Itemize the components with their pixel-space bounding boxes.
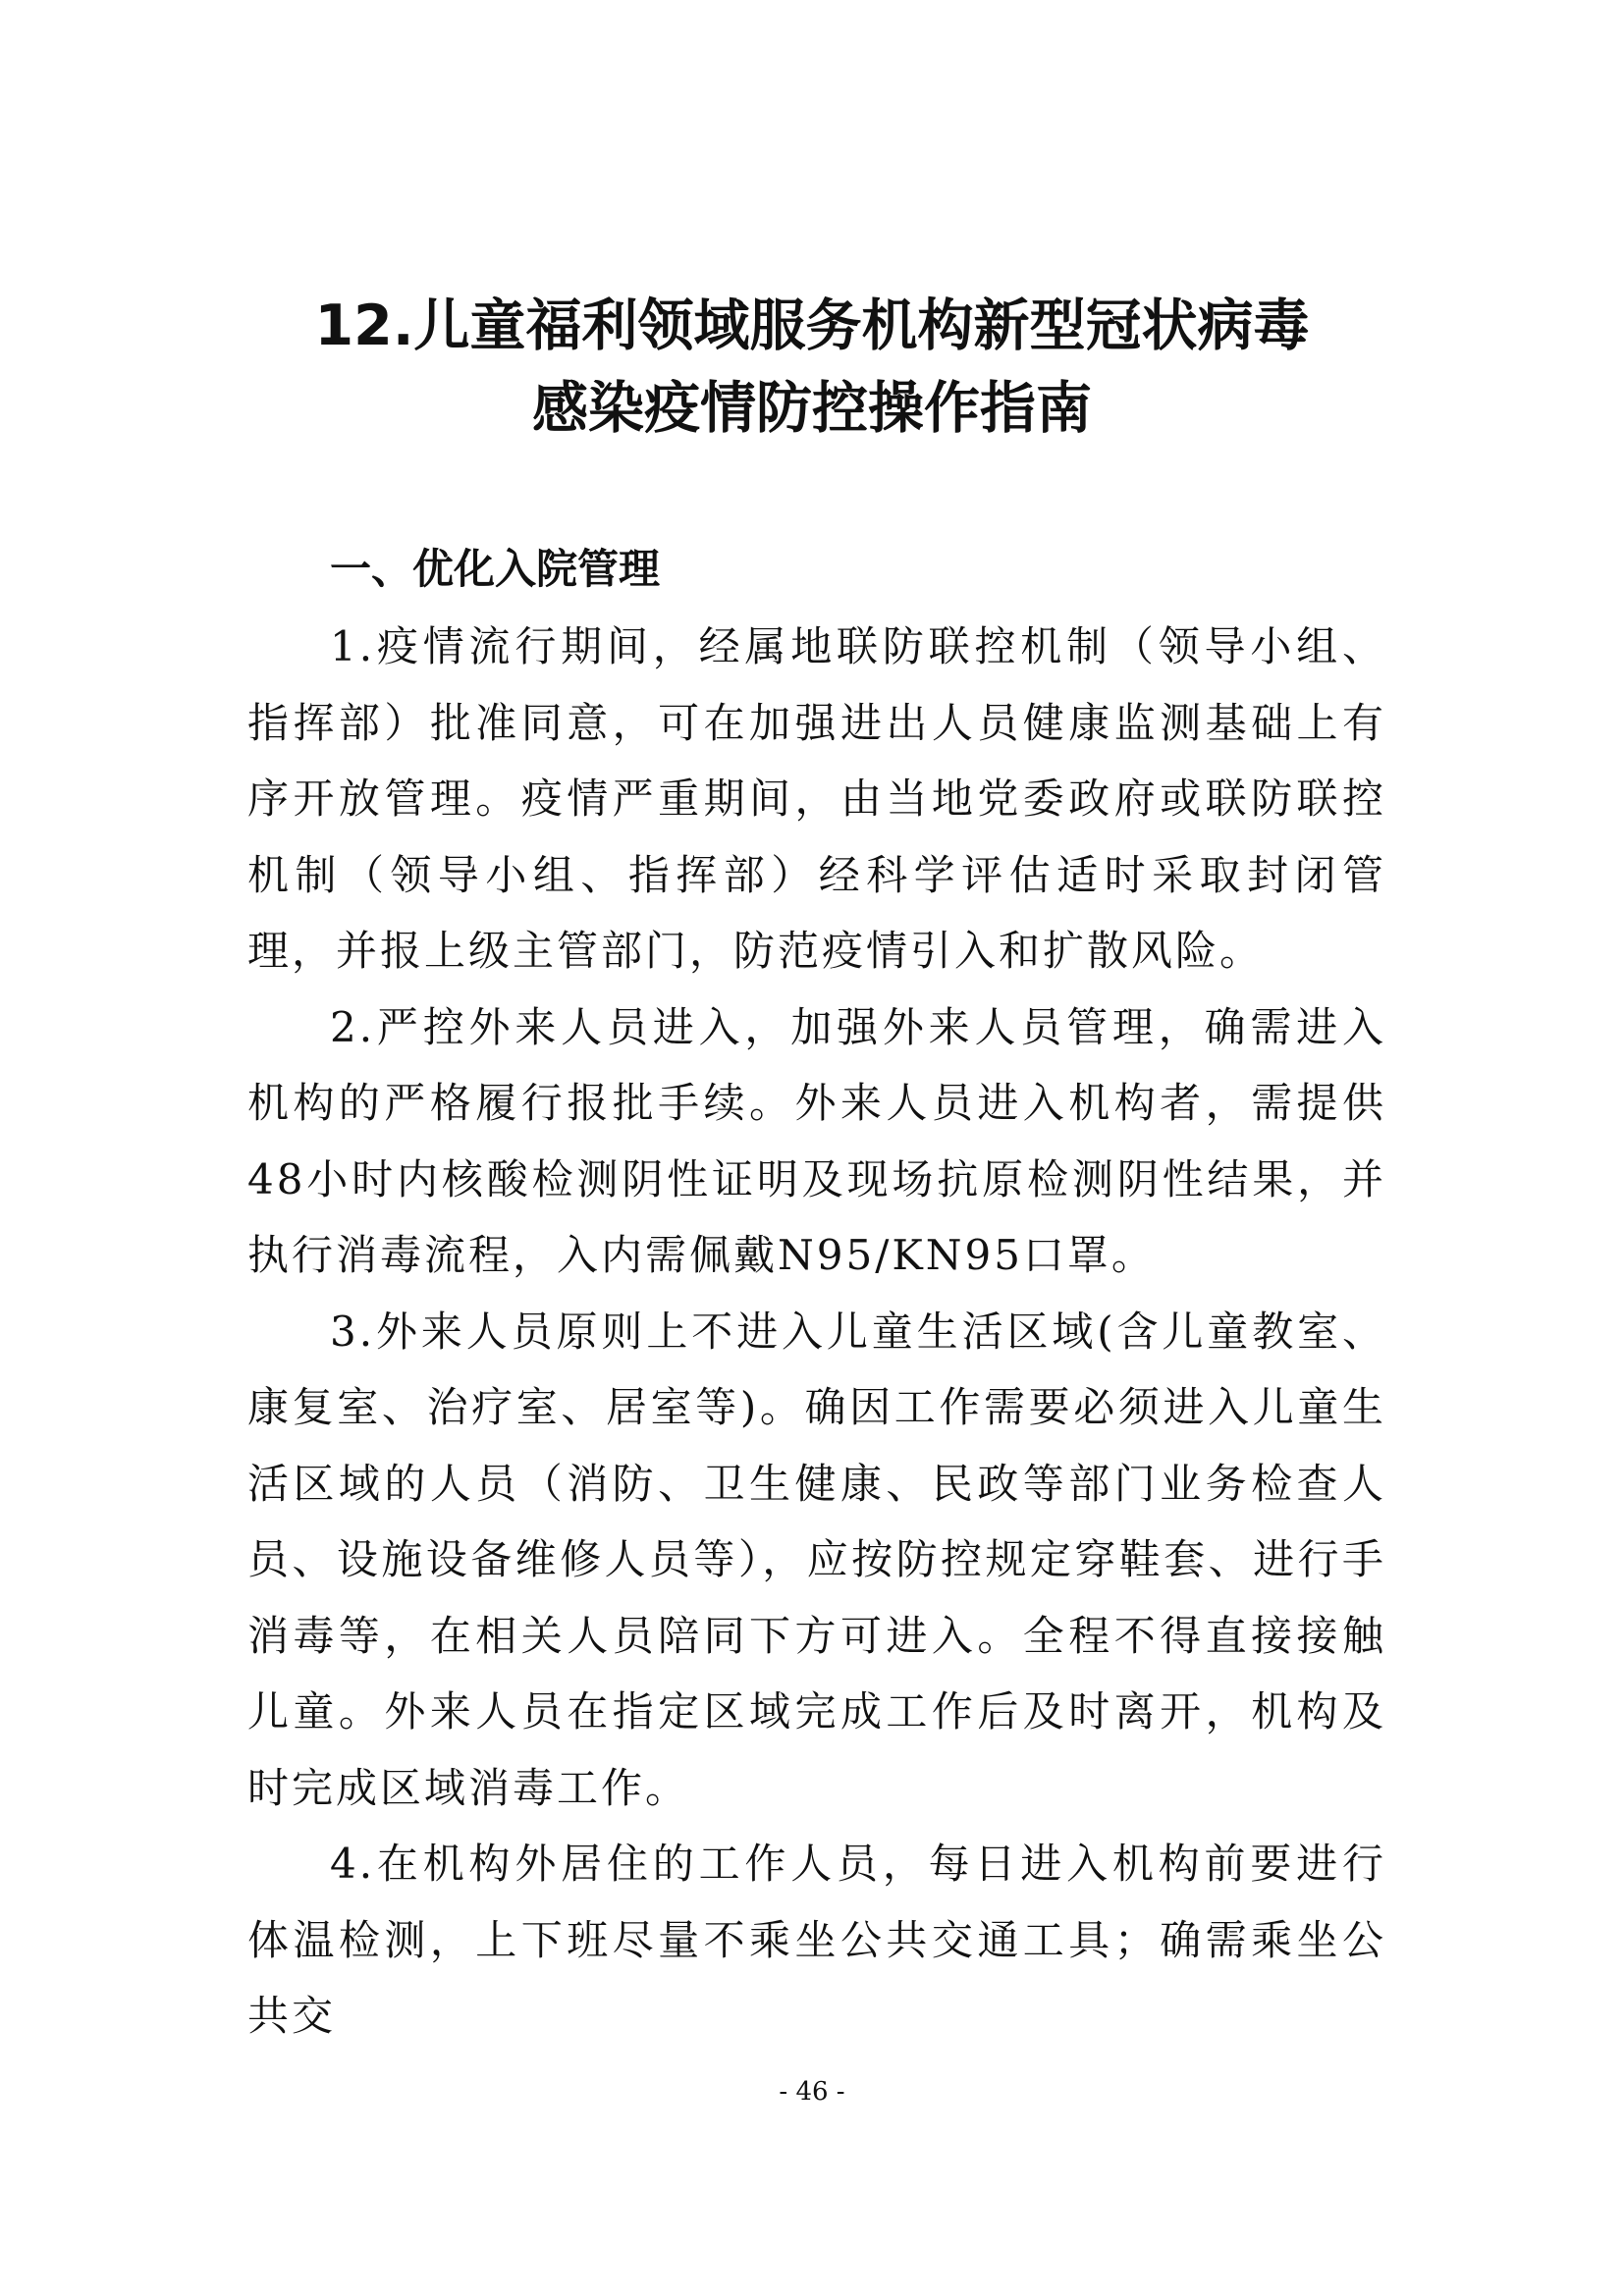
document-title-line-2: 感染疫情防控操作指南	[532, 376, 1092, 441]
document-body	[247, 609, 1386, 2055]
paragraph-3: 3.外来人员原则上不进入儿童生活区域(含儿童教室、康复室、治疗室、居室等)。确因工作需要必须进入儿童生活区域的人员（消防、卫生健康、民政等部门业务检查人员、设施设备维修人员等），应按防控规定穿鞋套、进行手消毒等，在相关人员陪同下方可进入。全程不得直接接触儿童。外来人员在指定区域完成工作后及时离开，机构及时完成区域消毒工作。	[247, 1307, 1386, 1812]
paragraph-1: 1.疫情流行期间，经属地联防联控机制（领导小组、指挥部）批准同意，可在加强进出人员健康监测基础上有序开放管理。疫情严重期间，由当地党委政府或联防联控机制（领导小组、指挥部）经科学评估适时采取封闭管理，并报上级主管部门，防范疫情引入和扩散风险。	[247, 622, 1386, 975]
document-title-line-1: 12.儿童福利领域服务机构新型冠状病毒	[314, 294, 1310, 358]
paragraph-4: 4.在机构外居住的工作人员，每日进入机构前要进行体温检测，上下班尽量不乘坐公共交通工具；确需乘坐公共交	[247, 1840, 1386, 2040]
page-number: - 46 -	[779, 2077, 845, 2107]
paragraph-2: 2.严控外来人员进入，加强外来人员管理，确需进入机构的严格履行报批手续。外来人员进入机构者，需提供48小时内核酸检测阴性证明及现场抗原检测阴性结果，并执行消毒流程，入内需佩戴N95/KN95口罩。	[247, 1002, 1386, 1279]
section-heading: 一、优化入院管理	[330, 545, 661, 593]
